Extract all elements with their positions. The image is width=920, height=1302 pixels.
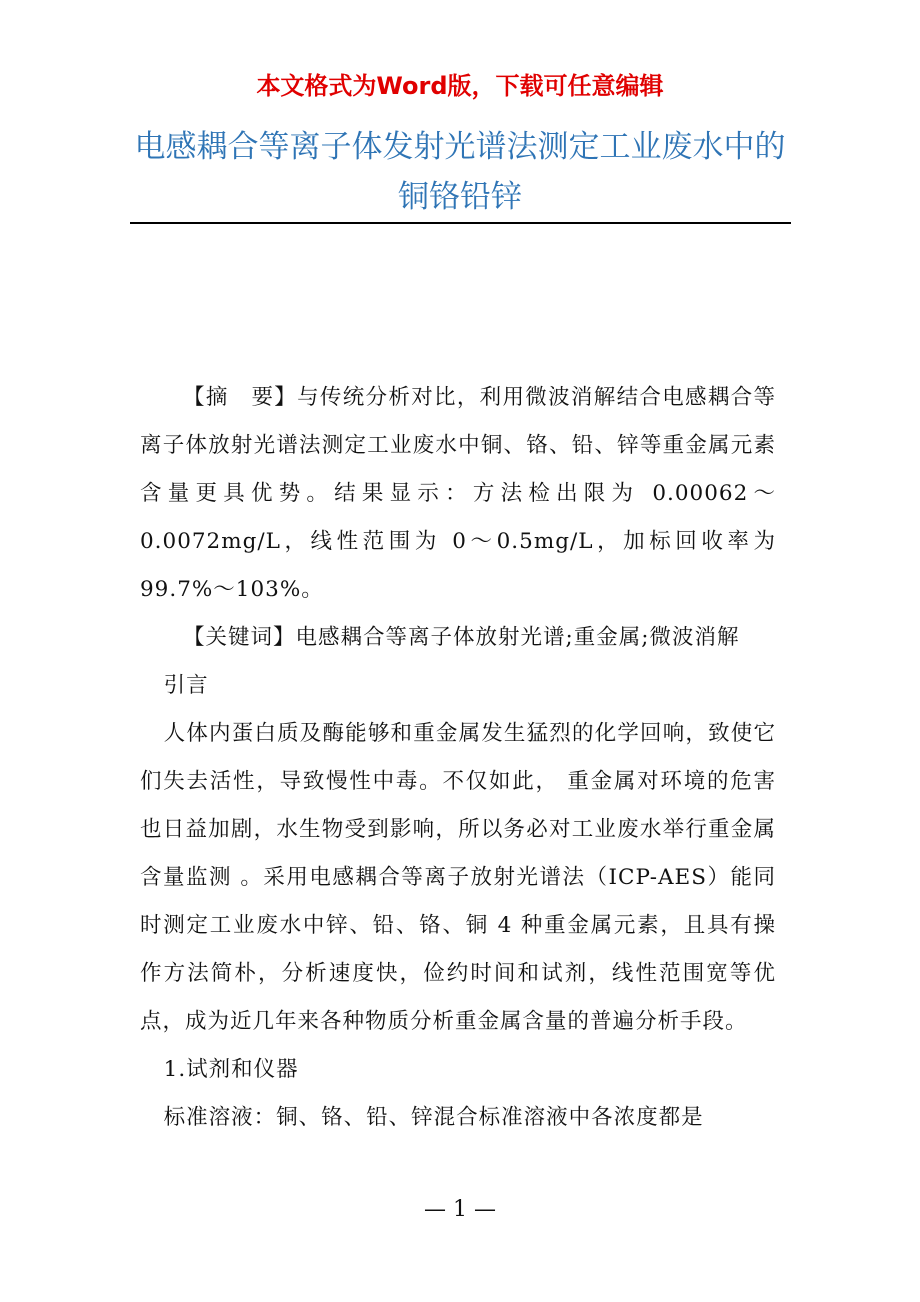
document-title: 电感耦合等离子体发射光谱法测定工业废水中的铜铬铅锌: [134, 129, 786, 215]
document-body: [140, 374, 776, 1142]
intro-heading: 引言: [163, 673, 209, 698]
title-divider: [130, 222, 791, 224]
intro-paragraph: 人体内蛋白质及酶能够和重金属发生猛烈的化学回响，致使它们失去活性，导致慢性中毒。不仅如此， 重金属对环境的危害也日益加剧，水生物受到影响，所以务必对工业废水举行重金属含量监测 。采用电感耦合等离子放射光谱法（ICP-AES）能同时测定工业废水中锌、铅、铬、铜 4 种重金属元素，且具有操作方法简朴，分析速度快，俭约时间和试剂，线性范围宽等优点，成为近几年来各种物质分析重金属含量的普遍分析手段。: [140, 721, 776, 1034]
format-banner: 本文格式为Word版，下载可任意编辑: [256, 72, 664, 100]
page-number: — 1 —: [424, 1197, 496, 1222]
abstract-paragraph: 【摘 要】与传统分析对比，利用微波消解结合电感耦合等离子体放射光谱法测定工业废水中铜、铬、铅、锌等重金属元素含量更具优势。结果显示：方法检出限为 0.00062～0.0072mg/L，线性范围为 0～0.5mg/L，加标回收率为 99.7%～103%。: [140, 385, 776, 602]
keywords-line: 【关键词】电感耦合等离子体放射光谱;重金属;微波消解: [183, 625, 740, 650]
section-paragraph: 标准溶液：铜、铬、铅、锌混合标准溶液中各浓度都是: [163, 1105, 704, 1130]
section-heading: 1.试剂和仪器: [163, 1057, 299, 1082]
